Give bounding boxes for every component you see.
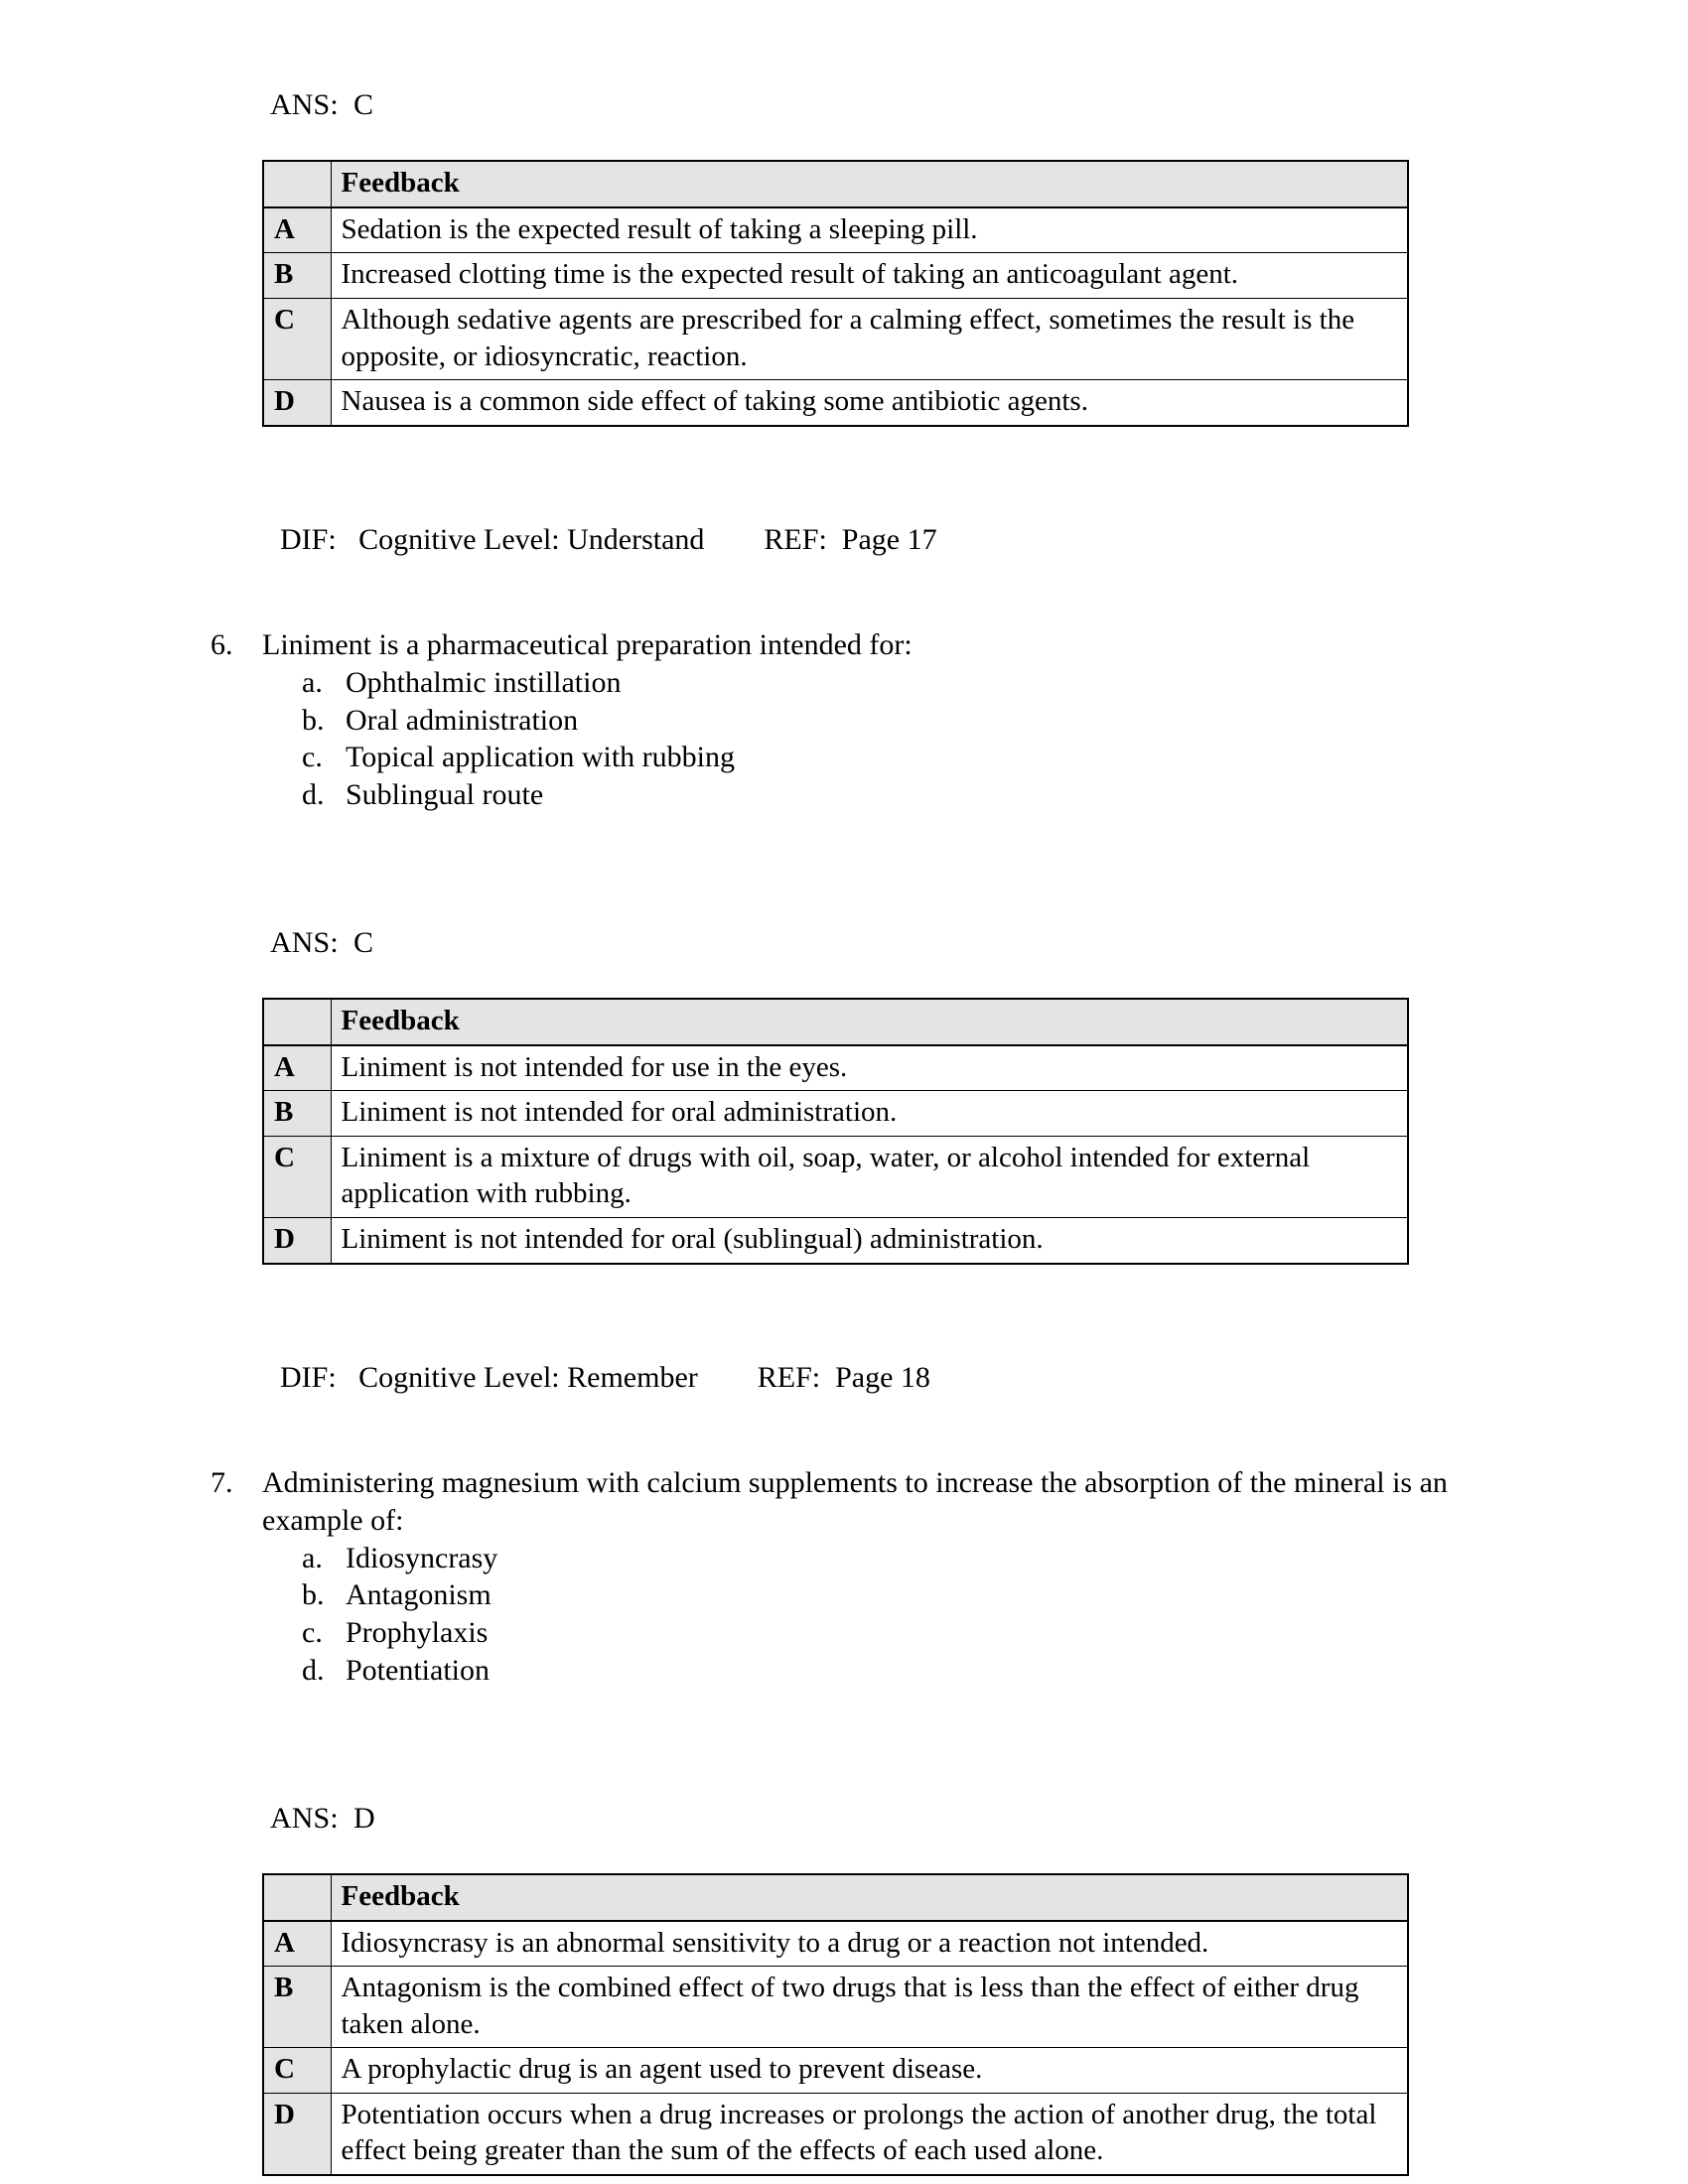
option-text: Prophylaxis	[346, 1616, 489, 1650]
feedback-table	[262, 1873, 1409, 2176]
feedback-text: Liniment is not intended for use in the eyes.	[331, 1045, 1408, 1091]
option-item[interactable]	[302, 702, 1450, 740]
option-item[interactable]	[302, 1652, 1450, 1690]
answer-line: ANS: C	[270, 88, 374, 121]
feedback-text: Liniment is not intended for oral administration.	[331, 1091, 1408, 1137]
header-label-cell	[263, 999, 331, 1045]
option-item[interactable]	[302, 1614, 1450, 1652]
option-text: Topical application with rubbing	[346, 741, 735, 774]
option-label: B	[263, 253, 331, 299]
answer-line: ANS: D	[270, 1801, 375, 1835]
option-label: A	[263, 1921, 331, 1967]
table-header-row	[263, 161, 1408, 207]
option-label: B	[263, 1967, 331, 2048]
spacer	[270, 960, 1450, 998]
option-text: Potentiation	[346, 1653, 490, 1687]
option-item[interactable]	[302, 776, 1450, 814]
option-item[interactable]	[302, 1540, 1450, 1577]
table-row	[263, 253, 1408, 299]
table-row	[263, 298, 1408, 379]
answer-line: ANS: C	[270, 925, 374, 959]
option-letter: a.	[302, 665, 323, 699]
option-label: D	[263, 380, 331, 426]
option-text: Oral administration	[346, 703, 579, 737]
question-number: 6.	[211, 627, 233, 661]
header-label-cell	[263, 1874, 331, 1921]
spacer	[270, 814, 1450, 925]
spacer	[270, 1265, 1450, 1360]
spacer	[270, 557, 1450, 626]
table-row	[263, 1091, 1408, 1137]
question-number: 7.	[211, 1465, 233, 1499]
option-text: Idiosyncrasy	[346, 1541, 498, 1574]
question-stem: Administering magnesium with calcium supplements to increase the absorption of the mineral is an example of:	[262, 1465, 1448, 1537]
spacer	[270, 122, 1450, 160]
feedback-table	[262, 160, 1409, 426]
header-label-cell	[263, 161, 331, 207]
spacer	[270, 427, 1450, 522]
feedback-text: Nausea is a common side effect of taking some antibiotic agents.	[331, 380, 1408, 426]
feedback-header-cell: Feedback	[331, 161, 1408, 207]
option-label: C	[263, 298, 331, 379]
dif-ref-line: DIF: Cognitive Level: Remember REF: Page 18	[280, 1360, 930, 1394]
option-label: C	[263, 1136, 331, 1217]
option-text: Sublingual route	[346, 778, 544, 812]
option-label: D	[263, 2093, 331, 2175]
option-text: Ophthalmic instillation	[346, 665, 622, 699]
table-row	[263, 2048, 1408, 2094]
option-text: Antagonism	[346, 1578, 492, 1612]
option-label: A	[263, 207, 331, 253]
question-stem-row	[211, 626, 1450, 664]
option-label: A	[263, 1045, 331, 1091]
feedback-text: Increased clotting time is the expected result of taking an anticoagulant agent.	[331, 253, 1408, 299]
option-letter: d.	[302, 1653, 325, 1687]
table-row	[263, 207, 1408, 253]
feedback-header-cell: Feedback	[331, 1874, 1408, 1921]
table-row	[263, 1045, 1408, 1091]
option-label: C	[263, 2048, 331, 2094]
feedback-text: Antagonism is the combined effect of two drugs that is less than the effect of either drug taken alone.	[331, 1967, 1408, 2048]
feedback-text: Idiosyncrasy is an abnormal sensitivity to a drug or a reaction not intended.	[331, 1921, 1408, 1967]
table-header-row	[263, 999, 1408, 1045]
option-letter: b.	[302, 1578, 325, 1612]
option-label: B	[263, 1091, 331, 1137]
feedback-text: Sedation is the expected result of taking a sleeping pill.	[331, 207, 1408, 253]
feedback-text: Although sedative agents are prescribed for a calming effect, sometimes the result is the opposite, or idiosyncratic, reaction.	[331, 298, 1408, 379]
option-letter: d.	[302, 778, 325, 812]
spacer	[270, 1690, 1450, 1801]
option-letter: a.	[302, 1541, 323, 1574]
feedback-text: Liniment is a mixture of drugs with oil, soap, water, or alcohol intended for external application with rubbing.	[331, 1136, 1408, 1217]
table-row	[263, 380, 1408, 426]
option-list	[270, 664, 1450, 814]
spacer	[270, 1836, 1450, 1873]
question-stem: Liniment is a pharmaceutical preparation intended for:	[262, 627, 913, 661]
option-letter: b.	[302, 703, 325, 737]
feedback-text: Liniment is not intended for oral (sublingual) administration.	[331, 1218, 1408, 1264]
spacer	[270, 1395, 1450, 1464]
dif-ref-line: DIF: Cognitive Level: Understand REF: Page 17	[280, 522, 937, 556]
feedback-text: A prophylactic drug is an agent used to prevent disease.	[331, 2048, 1408, 2094]
table-row	[263, 1967, 1408, 2048]
option-letter: c.	[302, 741, 323, 774]
feedback-text: Potentiation occurs when a drug increases or prolongs the action of another drug, the total effect being greater than the sum of the effects of each used alone.	[331, 2093, 1408, 2175]
table-row	[263, 1218, 1408, 1264]
question-block	[211, 626, 1450, 814]
table-header-row	[263, 1874, 1408, 1921]
table-row	[263, 1921, 1408, 1967]
option-item[interactable]	[302, 1576, 1450, 1614]
feedback-header-cell: Feedback	[331, 999, 1408, 1045]
option-item[interactable]	[302, 739, 1450, 776]
table-row	[263, 1136, 1408, 1217]
option-label: D	[263, 1218, 331, 1264]
question-block	[211, 1464, 1450, 1690]
option-item[interactable]	[302, 664, 1450, 702]
question-stem-row	[211, 1464, 1450, 1540]
table-row	[263, 2093, 1408, 2175]
option-letter: c.	[302, 1616, 323, 1650]
feedback-table	[262, 998, 1409, 1264]
option-list	[270, 1540, 1450, 1690]
